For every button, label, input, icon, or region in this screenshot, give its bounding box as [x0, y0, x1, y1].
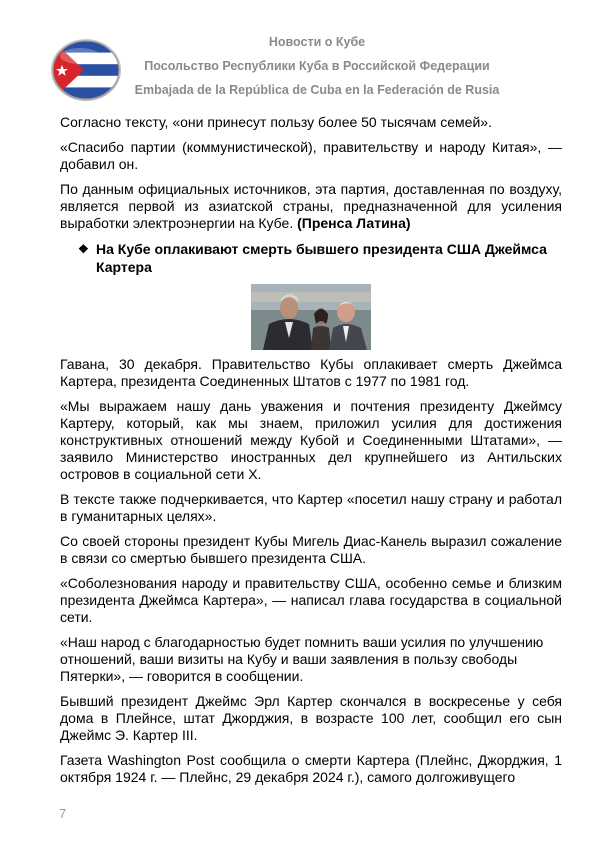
news-photo	[251, 284, 371, 350]
paragraph	[60, 181, 562, 232]
section-heading	[60, 240, 562, 276]
paragraph: «Мы выражаем нашу дань уважения и почтения президенту Джеймсу Картеру, который, как мы знаем, приложил усилия для достижения конструктивных отношений между Кубой и Соединенными Штатами», — заявило Министерство иностранных дел крупнейшего из Антильских островов в социальной сети Х.	[60, 398, 562, 482]
heading-text: На Кубе оплакивают смерть бывшего президента США Джеймса Картера	[96, 241, 547, 275]
header-embassy-es: Embajada de la República de Cuba en la Federación de Rusia	[134, 83, 500, 97]
paragraph: Согласно тексту, «они принесут пользу более 50 тысячам семей».	[60, 114, 492, 130]
paragraph: Со своей стороны президент Кубы Мигель Диас-Канель выразил сожаление в связи со смертью бывшего президента США.	[60, 533, 562, 566]
paragraph: Газета Washington Post сообщила о смерти Картера (Плейнс, Джорджия, 1 октября 1924 г. — Плейнс, 29 декабря 2024 г.), самого долгоживущего	[60, 752, 562, 785]
diamond-bullet-icon: ❖	[78, 242, 89, 256]
header-title: Новости о Кубе	[268, 35, 366, 49]
paragraph: Гавана, 30 декабря. Правительство Кубы оплакивает смерть Джеймса Картера, президента Соединенных Штатов с 1977 по 1981 год.	[60, 356, 562, 389]
paragraph: «Соболезнования народу и правительству США, особенно семье и близким президента Джеймса Картера», — написал глава государства в социальной сети.	[60, 575, 562, 625]
paragraph-text: По данным официальных источников, эта партия, доставленная по воздуху, является первой из азиатской страны, предназначенной для усиления выработки электроэнергии на Кубе.	[60, 181, 562, 231]
news-source: (Пренса Латина)	[297, 215, 411, 231]
header-embassy-ru: Посольство Республики Куба в Российской Федерации	[144, 59, 490, 73]
paragraph: Бывший президент Джеймс Эрл Картер скончался в воскресенье у себя дома в Плейнсе, штат Джорджия, в возрасте 100 лет, сообщил его сын Джеймс Э. Картер III.	[60, 693, 562, 743]
page-number: 7	[59, 806, 67, 821]
article-body	[60, 114, 562, 794]
page-header	[112, 30, 522, 102]
paragraph: В тексте также подчеркивается, что Картер «посетил нашу страну и работал в гуманитарных целях».	[60, 491, 562, 524]
paragraph: «Наш народ с благодарностью будет помнить ваши усилия по улучшению отношений, ваши визиты на Кубу и ваши заявления в пользу свободы Пятерки», — говорится в сообщении.	[60, 634, 544, 684]
paragraph: «Спасибо партии (коммунистической), правительству и народу Китая», — добавил он.	[60, 139, 562, 172]
